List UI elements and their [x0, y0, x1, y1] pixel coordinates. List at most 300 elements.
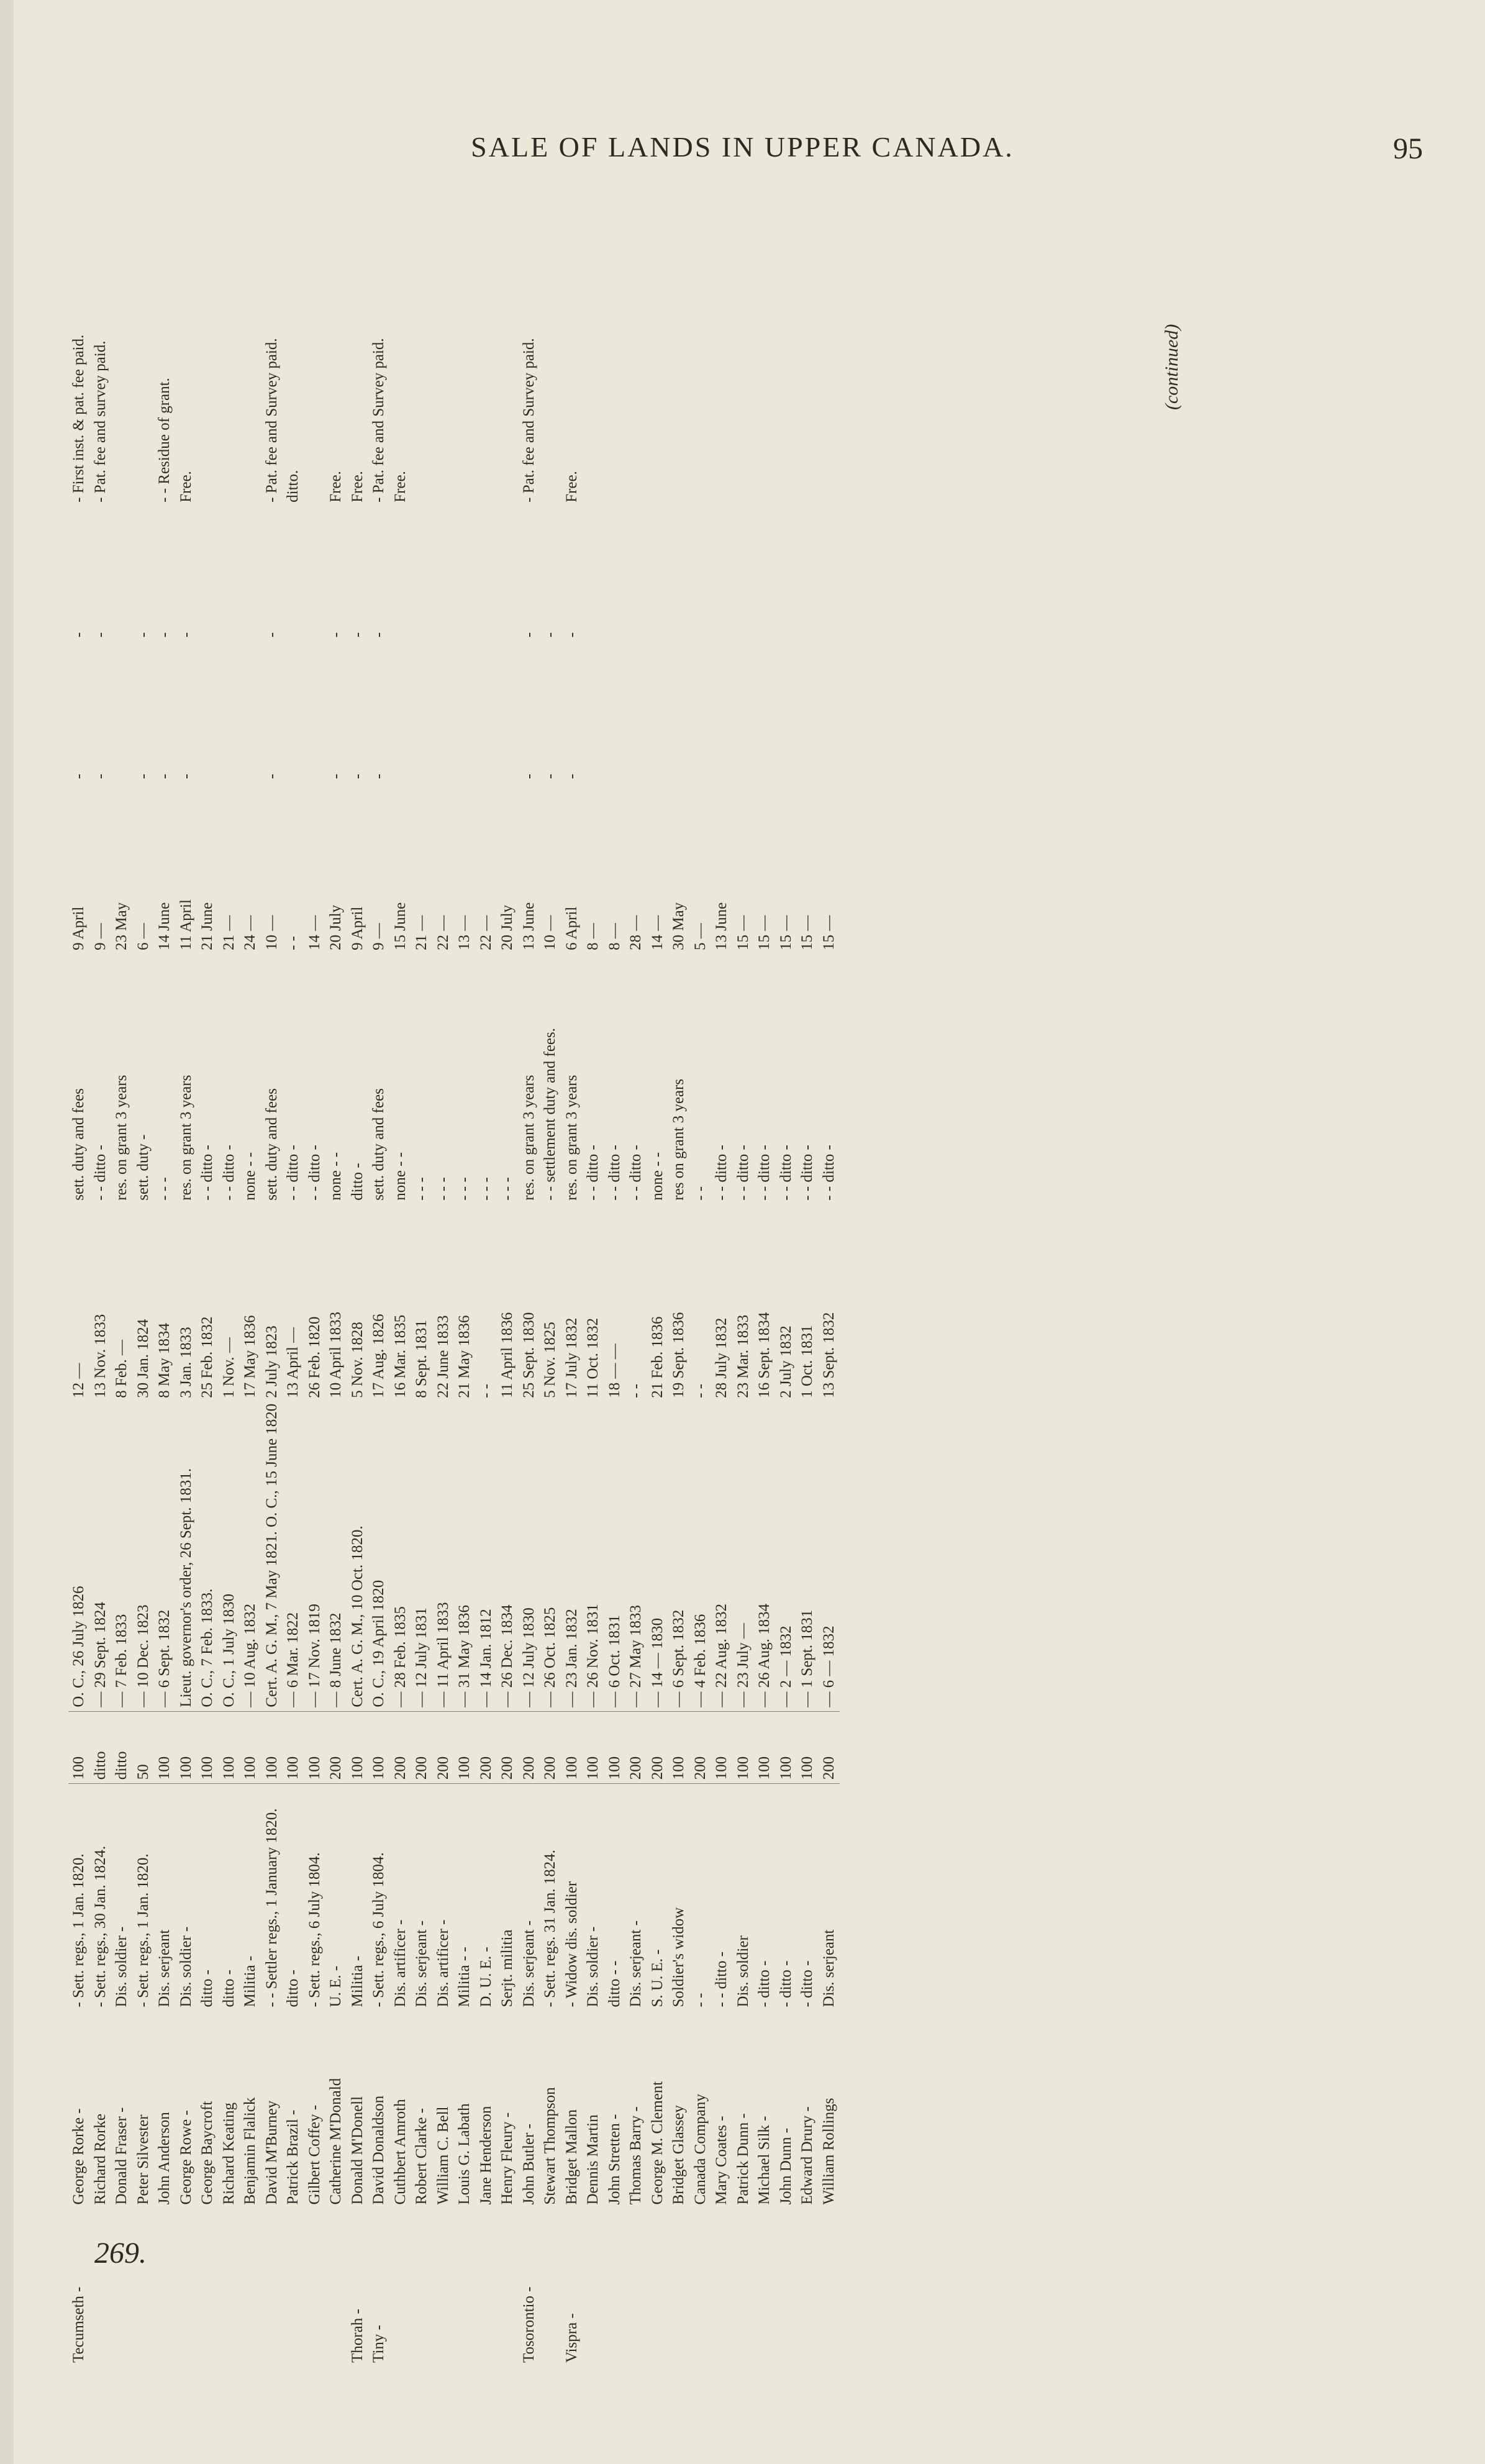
cell-name: John Anderson	[156, 2112, 173, 2205]
cell-acres: 100	[733, 1711, 755, 1784]
cell-location: 26 Feb. 1820	[306, 1316, 323, 1398]
cell-township	[668, 2209, 690, 2366]
cell-name: William Rollings	[820, 2098, 837, 2205]
cell-conditions: sett. duty -	[134, 1134, 152, 1201]
cell-qualification: - ditto -	[799, 1960, 815, 2007]
cell-date_due: 14 June	[156, 902, 173, 950]
cell-authority: — 6 — 1832	[819, 1402, 840, 1711]
table-row	[68, 180, 90, 2366]
cell-location: 13 Sept. 1832	[820, 1312, 837, 1398]
cell-authority: — 6 Sept. 1832	[668, 1402, 690, 1711]
cell-authority: — 6 Oct. 1831	[604, 1402, 626, 1711]
cell-location: 1 Nov. —	[220, 1337, 237, 1398]
table-row	[390, 180, 412, 2366]
cell-location: 16 Mar. 1835	[391, 1314, 409, 1398]
cell-acres: 100	[240, 1711, 261, 1784]
table-row	[797, 180, 819, 2366]
cell-conditions: - - -	[413, 1177, 430, 1201]
cell-acres: 50	[133, 1711, 155, 1784]
cell-blank2	[754, 506, 776, 641]
cell-blank1	[240, 641, 261, 783]
cell-acres: 100	[583, 1711, 604, 1784]
cell-authority: — 10 Dec. 1823	[133, 1402, 155, 1711]
cell-date_due: 8 —	[584, 923, 601, 950]
cell-remarks: Free.	[563, 471, 580, 502]
cell-date_due: 11 April	[177, 899, 194, 950]
table-row	[540, 180, 561, 2366]
cell-conditions: - - ditto -	[627, 1145, 644, 1201]
cell-date_due: 15 —	[820, 915, 837, 950]
cell-blank2: -	[156, 632, 173, 638]
cell-location: 10 April 1833	[327, 1311, 344, 1398]
cell-conditions: - - -	[434, 1177, 452, 1201]
cell-remarks	[733, 180, 755, 506]
cell-qualification: Militia - -	[456, 1947, 473, 2007]
cell-blank1	[219, 641, 240, 783]
cell-name: Dennis Martin	[584, 2114, 601, 2205]
cell-township	[197, 2209, 219, 2366]
cell-acres: 100	[154, 1711, 176, 1784]
cell-remarks: - Pat. fee and Survey paid.	[263, 338, 280, 502]
cell-township	[111, 2209, 133, 2366]
cell-location: 28 July 1832	[713, 1317, 730, 1398]
cell-qualification: Dis. serjeant	[820, 1929, 837, 2007]
cell-authority: — 23 July —	[733, 1402, 755, 1711]
cell-name: Canada Company	[691, 2094, 709, 2205]
cell-acres: 100	[754, 1711, 776, 1784]
cell-township	[797, 2209, 819, 2366]
cell-township	[583, 2209, 604, 2366]
cell-authority: — 31 May 1836	[454, 1402, 476, 1711]
cell-conditions: ditto -	[348, 1163, 366, 1201]
cell-conditions: - - ditto -	[584, 1145, 601, 1201]
cell-acres: 200	[497, 1711, 519, 1784]
cell-date_due: 21 —	[220, 915, 237, 950]
cell-blank1	[754, 641, 776, 783]
cell-remarks	[690, 180, 712, 506]
cell-name: Richard Keating	[220, 2103, 237, 2205]
cell-location: 8 Feb. —	[113, 1340, 130, 1398]
cell-blank1	[733, 641, 755, 783]
cell-qualification: ditto -	[220, 1970, 237, 2007]
cell-remarks	[711, 180, 733, 506]
cell-acres: 200	[519, 1711, 540, 1784]
cell-blank1	[197, 641, 219, 783]
cell-date_due: 30 May	[670, 902, 687, 950]
cell-acres: ditto	[90, 1711, 112, 1784]
cell-township	[647, 2209, 669, 2366]
cell-location: 5 Nov. 1825	[542, 1322, 558, 1398]
cell-blank2: -	[263, 632, 280, 638]
cell-acres: 100	[604, 1711, 626, 1784]
cell-qualification: Militia -	[242, 1955, 258, 2007]
cell-name: Stewart Thompson	[542, 2087, 558, 2205]
table-row	[454, 180, 476, 2366]
cell-qualification: - - Settler regs., 1 January 1820.	[263, 1808, 280, 2007]
cell-acres: 100	[283, 1711, 304, 1784]
cell-remarks	[647, 180, 669, 506]
cell-blank2	[433, 506, 455, 641]
cell-location: 2 July 1832	[777, 1325, 794, 1398]
cell-qualification: - Sett. regs., 6 July 1804.	[370, 1852, 387, 2007]
cell-remarks	[819, 180, 840, 506]
cell-township: Vispra -	[563, 2313, 580, 2363]
cell-township: Tiny -	[370, 2325, 387, 2363]
cell-authority: — 11 April 1833	[433, 1402, 455, 1711]
cell-qualification: Dis. serjeant	[156, 1929, 173, 2007]
cell-remarks: - First inst. & pat. fee paid.	[70, 334, 87, 502]
cell-township	[690, 2209, 712, 2366]
cell-authority: — 10 Aug. 1832	[240, 1402, 261, 1711]
cell-location: 16 Sept. 1834	[756, 1312, 773, 1398]
cell-blank2	[604, 506, 626, 641]
cell-remarks	[133, 180, 155, 506]
table-row	[733, 180, 755, 2366]
cell-acres: 100	[197, 1711, 219, 1784]
cell-qualification: Dis. serjeant -	[520, 1920, 537, 2007]
cell-acres: 200	[625, 1711, 647, 1784]
cell-location: 11 Oct. 1832	[584, 1317, 601, 1398]
cell-conditions: - - -	[456, 1177, 473, 1201]
cell-township	[819, 2209, 840, 2366]
cell-acres: 100	[347, 1711, 369, 1784]
cell-name: Peter Silvester	[134, 2114, 152, 2205]
cell-location: - -	[477, 1383, 494, 1398]
cell-blank2: -	[70, 632, 87, 638]
cell-date_due: 22 —	[434, 915, 452, 950]
cell-authority: — 2 — 1832	[776, 1402, 797, 1711]
cell-blank2	[390, 506, 412, 641]
cell-township: Tosorontio -	[520, 2286, 537, 2363]
cell-blank1	[604, 641, 626, 783]
cell-qualification: Dis. soldier -	[113, 1926, 130, 2007]
cell-name: Benjamin Flalick	[242, 2097, 258, 2205]
table-row	[325, 180, 347, 2366]
cell-date_due: 10 —	[263, 915, 280, 950]
cell-conditions: - - ditto -	[777, 1145, 794, 1201]
cell-date_due: 9 —	[91, 923, 109, 950]
cell-date_due: 10 —	[542, 915, 558, 950]
cell-conditions: - - ditto -	[734, 1145, 752, 1201]
table-row	[176, 180, 198, 2366]
cell-authority: — 1 Sept. 1831	[797, 1402, 819, 1711]
cell-remarks	[625, 180, 647, 506]
cell-township	[304, 2209, 326, 2366]
cell-remarks: Free.	[348, 471, 366, 502]
cell-qualification: Serjt. militia	[499, 1929, 515, 2007]
cell-blank2	[625, 506, 647, 641]
cell-qualification: S. U. E. -	[648, 1949, 666, 2007]
cell-remarks	[304, 180, 326, 506]
cell-authority: — 17 Nov. 1819	[304, 1402, 326, 1711]
cell-remarks	[476, 180, 497, 506]
cell-conditions: - - ditto -	[799, 1145, 815, 1201]
cell-blank1: -	[70, 773, 87, 780]
cell-acres: 100	[368, 1711, 390, 1784]
cell-remarks: - Pat. fee and Survey paid.	[370, 338, 387, 502]
table-row	[304, 180, 326, 2366]
cell-location: 2 July 1823	[263, 1325, 280, 1398]
cell-blank1	[690, 641, 712, 783]
cell-township	[540, 2209, 561, 2366]
cell-date_due: 15 —	[799, 915, 815, 950]
cell-blank2	[690, 506, 712, 641]
cell-remarks: - - Residue of grant.	[156, 378, 173, 502]
cell-date_due: 28 —	[627, 915, 644, 950]
cell-township	[497, 2209, 519, 2366]
cell-authority: O. C., 26 July 1826	[68, 1402, 90, 1711]
cell-blank2	[197, 506, 219, 641]
cell-date_due: - -	[284, 935, 301, 950]
cell-authority: — 23 Jan. 1832	[561, 1402, 583, 1711]
cell-blank1	[776, 641, 797, 783]
cell-blank2	[411, 506, 433, 641]
cell-location: 3 Jan. 1833	[177, 1327, 194, 1398]
cell-location: 25 Sept. 1830	[520, 1312, 537, 1398]
cell-qualification: Dis. artificer -	[434, 1919, 452, 2007]
cell-conditions: - - -	[477, 1177, 494, 1201]
table-row	[647, 180, 669, 2366]
cell-township	[776, 2209, 797, 2366]
table-row	[368, 180, 390, 2366]
cell-date_due: 9 April	[70, 906, 87, 950]
table-row	[583, 180, 604, 2366]
cell-authority: — 6 Sept. 1832	[154, 1402, 176, 1711]
cell-qualification: Dis. soldier -	[177, 1926, 194, 2007]
cell-authority: — 27 May 1833	[625, 1402, 647, 1711]
cell-blank1: -	[542, 773, 558, 780]
cell-authority: — 28 Feb. 1835	[390, 1402, 412, 1711]
cell-acres: 100	[776, 1711, 797, 1784]
cell-date_due: 21 June	[199, 902, 216, 950]
cell-township	[433, 2209, 455, 2366]
cell-conditions: sett. duty and fees	[70, 1088, 87, 1201]
cell-location: 12 —	[70, 1363, 87, 1398]
cell-conditions: - -	[691, 1186, 709, 1201]
cell-name: Catherine M'Donald	[327, 2078, 344, 2205]
cell-name: David M'Burney	[263, 2100, 280, 2205]
cell-blank2: -	[134, 632, 152, 638]
table-row	[497, 180, 519, 2366]
cell-name: Richard Rorke	[91, 2114, 109, 2205]
cell-date_due: 15 —	[777, 915, 794, 950]
cell-blank2	[583, 506, 604, 641]
cell-date_due: 13 June	[713, 902, 730, 950]
cell-township	[604, 2209, 626, 2366]
cell-conditions: none - -	[648, 1152, 666, 1201]
cell-conditions: - - ditto -	[306, 1145, 323, 1201]
cell-acres: 200	[647, 1711, 669, 1784]
cell-qualification: ditto - -	[606, 1960, 623, 2007]
cell-conditions: res on grant 3 years	[670, 1078, 687, 1201]
cell-location: 22 June 1833	[434, 1315, 452, 1398]
cell-remarks	[754, 180, 776, 506]
cell-qualification: Soldier's widow	[670, 1907, 687, 2007]
cell-date_due: 9 —	[370, 923, 387, 950]
cell-acres: 100	[561, 1711, 583, 1784]
cell-location: - -	[691, 1383, 709, 1398]
cell-blank1: -	[177, 773, 194, 780]
cell-township	[754, 2209, 776, 2366]
cell-township	[454, 2209, 476, 2366]
cell-location: 13 Nov. 1833	[91, 1314, 109, 1398]
cell-blank2: -	[348, 632, 366, 638]
cell-remarks	[497, 180, 519, 506]
cell-blank2: -	[177, 632, 194, 638]
cell-blank1	[304, 641, 326, 783]
cell-blank1	[283, 641, 304, 783]
cell-blank1: -	[327, 773, 344, 780]
cell-conditions: res. on grant 3 years	[113, 1075, 130, 1201]
cell-acres: 200	[390, 1711, 412, 1784]
cell-blank2	[111, 506, 133, 641]
cell-authority: — 26 Aug. 1834	[754, 1402, 776, 1711]
cell-qualification: - Sett. regs., 6 July 1804.	[306, 1852, 323, 2007]
cell-acres: 100	[797, 1711, 819, 1784]
cell-name: Mary Coates -	[713, 2116, 730, 2205]
cell-remarks	[411, 180, 433, 506]
cell-blank2	[497, 506, 519, 641]
table-body	[68, 180, 840, 2366]
cell-township	[411, 2209, 433, 2366]
cell-authority: O. C., 7 Feb. 1833.	[197, 1402, 219, 1711]
cell-remarks: ditto.	[284, 470, 301, 502]
cell-name: John Dunn -	[777, 2127, 794, 2205]
cell-location: 18 — —	[606, 1343, 623, 1398]
cell-township	[476, 2209, 497, 2366]
page-number: 95	[1393, 132, 1423, 165]
cell-name: Gilbert Coffey -	[306, 2104, 323, 2205]
cell-date_due: 15 —	[756, 915, 773, 950]
cell-name: Louis G. Labath	[456, 2103, 473, 2205]
cell-conditions: none - -	[391, 1152, 409, 1201]
cell-qualification: Dis. soldier	[734, 1935, 752, 2007]
cell-qualification: U. E. -	[327, 1965, 344, 2007]
cell-qualification: ditto -	[284, 1970, 301, 2007]
cell-blank1	[668, 641, 690, 783]
cell-name: Patrick Dunn -	[734, 2113, 752, 2205]
cell-township	[625, 2209, 647, 2366]
cell-blank1: -	[370, 773, 387, 780]
cell-qualification: - Widow dis. soldier	[563, 1881, 580, 2007]
table-row	[561, 180, 583, 2366]
cell-date_due: 24 —	[242, 915, 258, 950]
cell-township	[283, 2209, 304, 2366]
cell-conditions: none - -	[327, 1152, 344, 1201]
cell-blank1	[647, 641, 669, 783]
table-row	[519, 180, 540, 2366]
cell-qualification: - Sett. regs. 31 Jan. 1824.	[542, 1850, 558, 2007]
cell-township: Thorah -	[348, 2309, 366, 2363]
cell-name: George M. Clement	[648, 2081, 666, 2205]
cell-conditions: res. on grant 3 years	[563, 1075, 580, 1201]
cell-acres: 200	[433, 1711, 455, 1784]
cell-name: George Baycroft	[199, 2101, 216, 2205]
table-row	[776, 180, 797, 2366]
cell-blank1	[497, 641, 519, 783]
table-row	[711, 180, 733, 2366]
table-row	[240, 180, 261, 2366]
cell-blank1: -	[563, 773, 580, 780]
cell-authority: Lieut. governor's order, 26 Sept. 1831.	[176, 1402, 198, 1711]
cell-authority: — 29 Sept. 1824	[90, 1402, 112, 1711]
cell-acres: 100	[454, 1711, 476, 1784]
cell-blank2: -	[91, 632, 109, 638]
cell-blank2	[733, 506, 755, 641]
cell-location: 8 Sept. 1831	[413, 1320, 430, 1398]
cell-location: 19 Sept. 1836	[670, 1312, 687, 1398]
table-row	[133, 180, 155, 2366]
cell-blank2	[283, 506, 304, 641]
cell-conditions: - - ditto -	[220, 1145, 237, 1201]
cell-blank1	[411, 641, 433, 783]
cell-authority: O. C., 19 April 1820	[368, 1402, 390, 1711]
cell-location: 30 Jan. 1824	[134, 1319, 152, 1398]
cell-blank1: -	[520, 773, 537, 780]
cell-authority: — 14 — 1830	[647, 1402, 669, 1711]
cell-name: William C. Bell	[434, 2106, 452, 2205]
cell-name: Thomas Barry -	[627, 2106, 644, 2205]
cell-location: 8 May 1834	[156, 1322, 173, 1398]
cell-location: 17 May 1836	[242, 1315, 258, 1398]
cell-blank1	[625, 641, 647, 783]
cell-acres: 100	[68, 1711, 90, 1784]
table-row	[690, 180, 712, 2366]
cell-date_due: 14 —	[306, 915, 323, 950]
cell-township	[711, 2209, 733, 2366]
cell-conditions: - - -	[156, 1177, 173, 1201]
cell-township	[261, 2209, 283, 2366]
cell-blank1	[476, 641, 497, 783]
cell-qualification: Dis. serjeant -	[413, 1920, 430, 2007]
cell-location: 17 Aug. 1826	[370, 1314, 387, 1398]
cell-conditions: none - -	[242, 1152, 258, 1201]
cell-township	[154, 2209, 176, 2366]
cell-date_due: 15 June	[391, 902, 409, 950]
signature-mark: 269.	[94, 2237, 147, 2270]
cell-qualification: - Sett. regs., 30 Jan. 1824.	[91, 1845, 109, 2007]
cell-remarks: - Pat. fee and Survey paid.	[520, 338, 537, 502]
cell-qualification: - ditto -	[777, 1960, 794, 2007]
cell-name: Jane Henderson	[477, 2106, 494, 2205]
cell-authority: — 12 July 1830	[519, 1402, 540, 1711]
cell-conditions: - - ditto -	[199, 1145, 216, 1201]
cell-blank2: -	[327, 632, 344, 638]
page-gutter	[0, 0, 14, 2464]
cell-name: Donald Fraser -	[113, 2107, 130, 2205]
cell-authority: — 4 Feb. 1836	[690, 1402, 712, 1711]
cell-qualification: - - ditto -	[713, 1951, 730, 2007]
cell-conditions: - - ditto -	[756, 1145, 773, 1201]
table-row	[754, 180, 776, 2366]
cell-authority: Cert. A. G. M., 7 May 1821. O. C., 15 June 1820	[261, 1402, 283, 1711]
rotated-table-area	[68, 180, 1323, 2366]
table-row	[261, 180, 283, 2366]
cell-blank2	[454, 506, 476, 641]
cell-location: 17 July 1832	[563, 1317, 580, 1398]
cell-location: 13 April —	[284, 1327, 301, 1398]
cell-remarks	[240, 180, 261, 506]
cell-conditions: - - -	[499, 1177, 515, 1201]
cell-blank2	[240, 506, 261, 641]
cell-blank1	[819, 641, 840, 783]
cell-acres: 200	[476, 1711, 497, 1784]
table-row	[625, 180, 647, 2366]
cell-name: John Butler -	[520, 2124, 537, 2205]
cell-acres: 100	[176, 1711, 198, 1784]
cell-remarks	[197, 180, 219, 506]
cell-township	[325, 2209, 347, 2366]
